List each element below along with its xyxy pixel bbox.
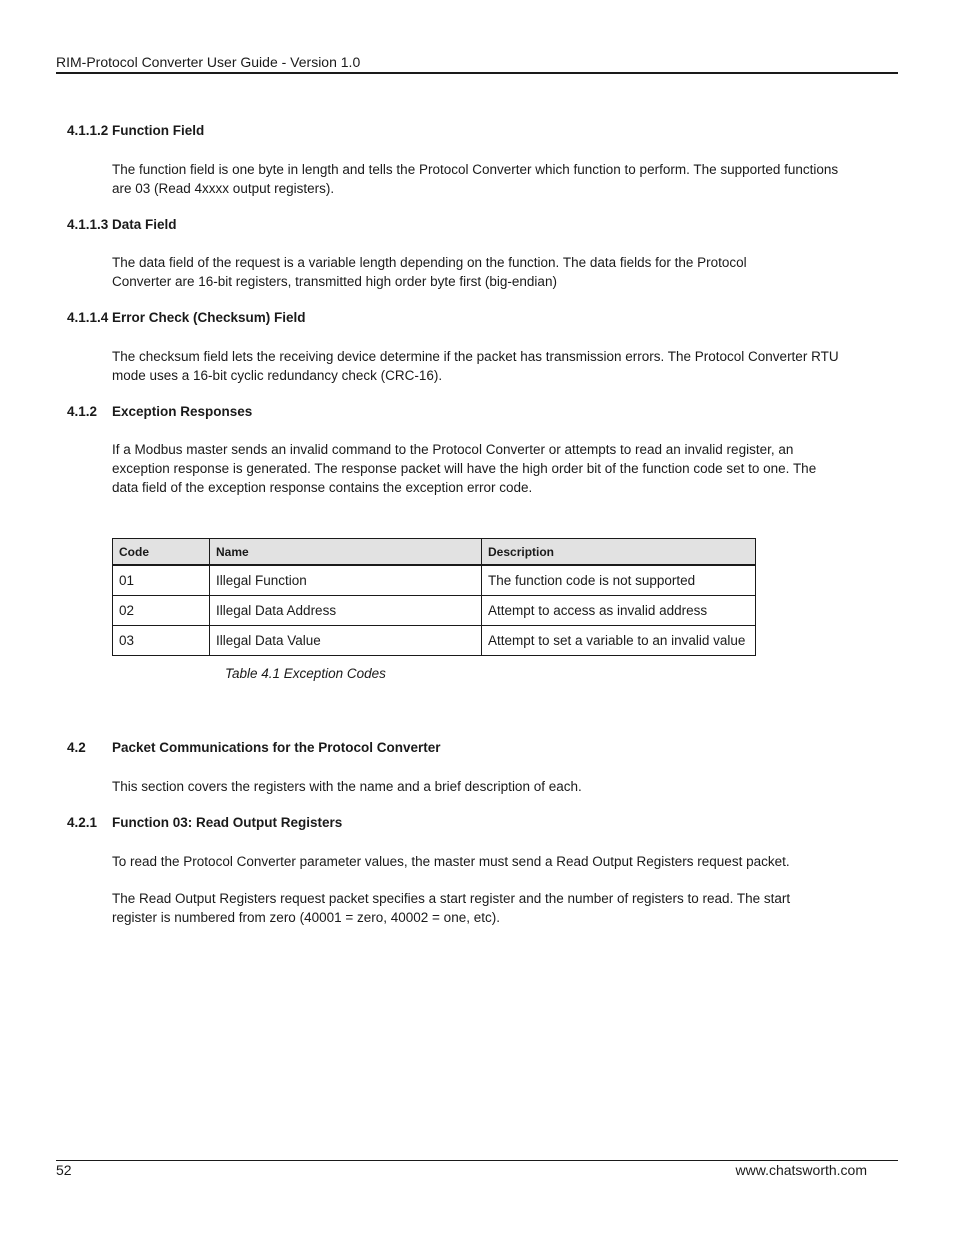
table-header-row (113, 539, 756, 566)
paragraph-exception-responses: If a Modbus master sends an invalid command to the Protocol Converter or attempts to read an invalid register, an exception response is generated. The response packet will have the high order bit of the function code set to one. The data field of the exception response contains the exception error code. (112, 442, 817, 495)
table-row (113, 626, 756, 656)
paragraph-error-check: The checksum field lets the receiving device determine if the packet has transmission errors. The Protocol Converter RTU mode uses a 16-bit cyclic redundancy check (CRC-16). (112, 349, 839, 383)
section-heading-exception-responses (67, 403, 252, 421)
table-row (113, 565, 756, 596)
page-number: 52 (56, 1162, 72, 1178)
section-number: 4.2 (67, 740, 86, 755)
section-title: Exception Responses (112, 404, 253, 419)
exception-codes-table (112, 538, 756, 656)
paragraph-data-field: The data field of the request is a variable length depending on the function. The data fields for the Protocol Converter are 16-bit registers, transmitted high order byte first (big-endian) (112, 255, 747, 289)
section-title: Packet Communications for the Protocol Converter (112, 740, 441, 755)
section-number: 4.1.1.3 (67, 217, 109, 232)
footer-website: www.chatsworth.com (735, 1162, 867, 1178)
page-header: RIM-Protocol Converter User Guide - Version 1.0 (56, 52, 898, 74)
cell-code: 03 (113, 626, 210, 656)
section-number: 4.1.1.2 (67, 123, 109, 138)
section-number: 4.1.1.4 (67, 310, 109, 325)
section-heading-function-03 (67, 814, 342, 832)
cell-description: Attempt to access as invalid address (482, 596, 756, 626)
section-heading-packet-communications (67, 739, 441, 757)
section-title: Function 03: Read Output Registers (112, 815, 343, 830)
table-row (113, 596, 756, 626)
paragraph-function-field: The function field is one byte in length and tells the Protocol Converter which function to perform. The supported functions are 03 (Read 4xxxx output registers). (112, 162, 839, 196)
cell-description: Attempt to set a variable to an invalid value (482, 626, 756, 656)
section-heading-error-check (67, 309, 306, 327)
paragraph-packet-communications: This section covers the registers with the name and a brief description of each. (112, 779, 582, 794)
section-heading-function-field (67, 122, 204, 140)
table-caption: Table 4.1 Exception Codes (225, 666, 386, 681)
column-header-name: Name (210, 539, 482, 566)
section-number: 4.1.2 (67, 404, 98, 419)
paragraph-function-03-detail: The Read Output Registers request packet specifies a start register and the number of registers to read. The start register is numbered from zero (40001 = zero, 40002 = one, etc). (112, 891, 791, 925)
paragraph-function-03-intro: To read the Protocol Converter parameter values, the master must send a Read Output Registers request packet. (112, 854, 790, 869)
column-header-description: Description (482, 539, 756, 566)
column-header-code: Code (113, 539, 210, 566)
cell-code: 02 (113, 596, 210, 626)
cell-name: Illegal Data Address (210, 596, 482, 626)
cell-code: 01 (113, 565, 210, 596)
section-title: Data Field (112, 217, 177, 232)
section-heading-data-field (67, 216, 177, 234)
cell-name: Illegal Function (210, 565, 482, 596)
section-title: Function Field (112, 123, 205, 138)
section-title: Error Check (Checksum) Field (112, 310, 306, 325)
section-number: 4.2.1 (67, 815, 98, 830)
cell-name: Illegal Data Value (210, 626, 482, 656)
cell-description: The function code is not supported (482, 565, 756, 596)
